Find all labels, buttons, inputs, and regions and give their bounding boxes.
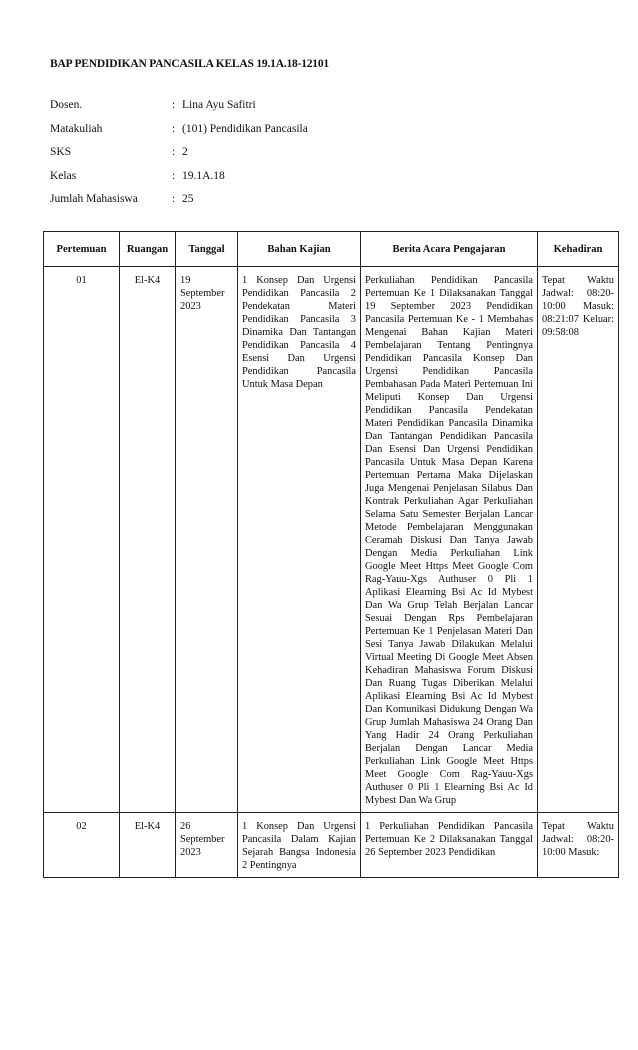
- cell-pertemuan: 02: [44, 813, 120, 878]
- info-colon: :: [172, 169, 176, 182]
- info-label: SKS: [50, 146, 72, 159]
- column-header-tanggal: Tanggal: [176, 232, 238, 267]
- info-row-dosen: [50, 99, 308, 123]
- column-header-berita-acara: Berita Acara Pengajaran: [361, 232, 538, 267]
- table-header-row: [44, 232, 619, 267]
- info-row-jumlah-mahasiswa: [50, 193, 308, 217]
- column-header-ruangan: Ruangan: [120, 232, 176, 267]
- info-colon: :: [172, 122, 176, 135]
- cell-kehadiran: Tepat Waktu Jadwal: 08:20-10:00 Masuk:: [538, 813, 619, 878]
- info-colon: :: [172, 99, 176, 111]
- cell-ruangan: El-K4: [120, 267, 176, 813]
- info-value: (101) Pendidikan Pancasila: [182, 122, 308, 135]
- info-value: Lina Ayu Safitri: [182, 99, 256, 111]
- cell-berita-acara: Perkuliahan Pendidikan Pancasila Pertemuan Ke 1 Dilaksanakan Tanggal 19 September 2023 Pendidikan Pancasila Pertemuan Ke - 1 Membahas Mengenai Bahan Kajian Materi Pembelajaran Tentang Pentingnya Pendidikan Pancasila Konsep Dan Urgensi Pendidikan Pancasila Pembahasan Pada Materi Pertemuan Ini Meliputi Konsep Dan Urgensi Pendidikan Pancasila Pendekatan Materi Pendidikan Pancasila Dinamika Dan Tantangan Pendidikan Pancasila Dan Esensi Dan Urgensi Pendidikan Pancasila Untuk Masa Depan Karena Pertemuan Pertama Maka Dijelaskan Juga Mengenai Penjelasan Silabus Dan Kontrak Perkuliahan Agar Perkuliahan Selama Satu Semester Berjalan Lancar Metode Pembelajaran Menggunakan Ceramah Diskusi Dan Tanya Jawab Dengan Media Perkuliahan Link Google Meet Https Meet Google Com Rag-Yauu-Xgs Authuser 0 Pli 1 Aplikasi Elearning Bsi Ac Id Mybest Dan Wa Grup Telah Berjalan Lancar Sesuai Dengan Rps Pembelajaran Pertemuan Ke 1 Penjelasan Materi Dan Sesi Tanya Jawab Dilakukan Melalui Virtual Meeting Di Google Meet Absen Kehadiran Mahasiswa Forum Diskusi Dan Ruang Tugas Diberikan Melalui Aplikasi Elearning Bsi Ac Id Mybest Dan Komunikasi Didukung Dengan Wa Grup Jumlah Mahasiswa 24 Orang Dan Yang Hadir 24 Orang Perkuliahan Berjalan Dengan Lancar Media Perkuliahan Link Google Meet Https Meet Google Com Rag-Yauu-Xgs Authuser 0 Pli 1 Elearning Bsi Ac Id Mybest Dan Wa Grup: [361, 267, 538, 813]
- column-header-kehadiran: Kehadiran: [538, 232, 619, 267]
- cell-bahan-kajian: 1 Konsep Dan Urgensi Pendidikan Pancasila 2 Pendekatan Materi Pendidikan Pancasila 3 Dinamika Dan Tantangan Pendidikan Pancasila 4 Esensi Dan Urgensi Pendidikan Pancasila Untuk Masa Depan: [238, 267, 361, 813]
- table-row: [44, 267, 619, 813]
- info-label: Jumlah Mahasiswa: [50, 193, 138, 206]
- info-value: 25: [182, 193, 194, 206]
- cell-kehadiran: Tepat Waktu Jadwal: 08:20-10:00 Masuk: 08:21:07 Keluar: 09:58:08: [538, 267, 619, 813]
- info-row-matakuliah: [50, 123, 308, 147]
- info-row-sks: [50, 146, 308, 170]
- meeting-log-table: [43, 231, 619, 878]
- info-label: Dosen.: [50, 99, 83, 111]
- info-value: 19.1A.18: [182, 169, 225, 182]
- info-colon: :: [172, 193, 176, 206]
- info-label: Kelas: [50, 169, 77, 182]
- info-colon: :: [172, 146, 176, 159]
- cell-tanggal: 19 September 2023: [176, 267, 238, 813]
- info-label: Matakuliah: [50, 122, 103, 135]
- cell-pertemuan: 01: [44, 267, 120, 813]
- document-title: BAP PENDIDIKAN PANCASILA KELAS 19.1A.18-12101: [50, 58, 329, 70]
- course-info: [50, 99, 308, 217]
- column-header-bahan-kajian: Bahan Kajian: [238, 232, 361, 267]
- info-value: 2: [182, 146, 188, 159]
- cell-bahan-kajian: 1 Konsep Dan Urgensi Pancasila Dalam Kajian Sejarah Bangsa Indonesia 2 Pentingnya: [238, 813, 361, 878]
- cell-berita-acara: 1 Perkuliahan Pendidikan Pancasila Pertemuan Ke 2 Dilaksanakan Tanggal 26 September 2023 Pendidikan: [361, 813, 538, 878]
- table-row: [44, 813, 619, 878]
- info-row-kelas: [50, 170, 308, 194]
- cell-ruangan: El-K4: [120, 813, 176, 878]
- column-header-pertemuan: Pertemuan: [44, 232, 120, 267]
- cell-tanggal: 26 September 2023: [176, 813, 238, 878]
